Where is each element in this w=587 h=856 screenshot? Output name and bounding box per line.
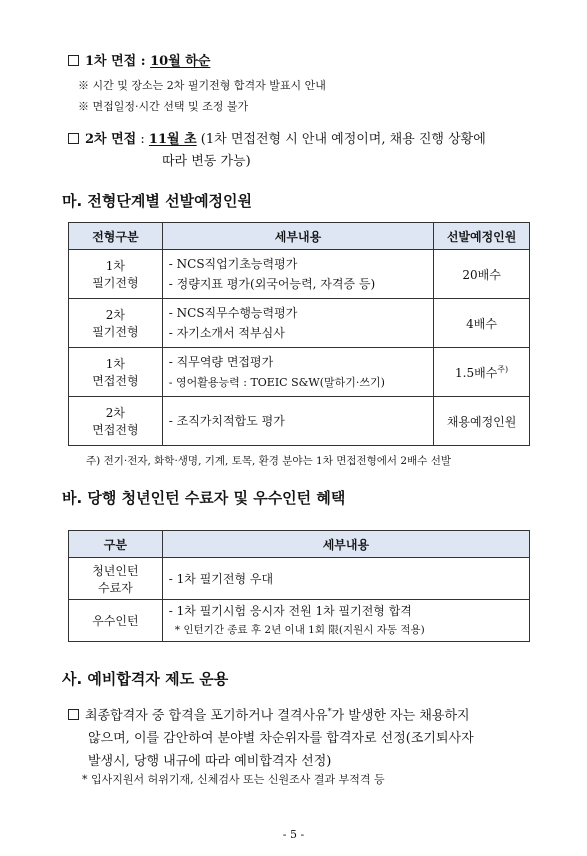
count-cell [434,348,530,397]
stage-label: 2차 [105,406,125,420]
table-row [69,600,530,642]
paragraph-text: 발생시, 당행 내규에 따라 예비합격자 선정) [88,754,332,770]
count-value: 1.5배수 [455,365,498,380]
interview1-line [68,50,210,69]
category-label: 수료자 [98,580,133,595]
section-ma-footnote: 주) 전기·전자, 화학·생명, 기계, 토목, 환경 분야는 1차 면접전형에서 2배수 선발 [86,455,452,467]
detail-cell: - 1차 필기전형 우대 [162,558,529,600]
stage-label: 1차 [105,357,125,371]
detail-note: * 인턴기간 종료 후 2년 이내 1회 限(지원시 자동 적용) [174,624,425,636]
paragraph-text: 가 발생한 자는 채용하지 [331,708,470,724]
interview2-desc-2: 따라 변동 가능) [162,154,251,169]
detail-line: - 정량지표 평가(외국어능력, 자격증 등) [168,277,376,291]
selection-table [68,222,530,446]
table-row [69,250,530,299]
detail-cell [162,600,529,642]
detail-line: - 직무역량 면접평가 [168,354,274,369]
table-header-stage: 전형구분 [69,223,163,250]
detail-line: - NCS직무수행능력평가 [168,306,298,320]
table-header-count: 선발예정인원 [434,223,530,250]
stage-label: 1차 [105,259,125,273]
table-row [69,558,530,600]
stage-cell [69,299,163,348]
page-number: - 5 - [282,828,305,841]
detail-line: - 조직가치적합도 평가 [168,414,285,428]
stage-type: 면접전형 [92,374,139,388]
checkbox-square-icon [68,55,79,66]
stage-cell [69,250,163,299]
detail-line: - 영어활용능력 : TOEIC S&W(말하기·쓰기) [168,375,385,389]
paragraph-text: 최종합격자 중 합격을 포기하거나 결격사유 [85,708,328,724]
stage-type: 필기전형 [92,325,139,339]
paragraph-text: 않으며, 이를 감안하여 분야별 차순위자를 합격자로 선정(조기퇴사자 [88,731,474,747]
stage-cell [69,397,163,446]
footnote-marker: 주) [497,364,509,374]
category-cell [69,558,163,600]
table-row [69,397,530,446]
stage-type: 필기전형 [92,276,139,290]
detail-line: - NCS직업기초능력평가 [168,257,298,271]
category-label: 청년인턴 [92,563,139,578]
stage-type: 면접전형 [92,423,139,437]
interview2-desc-1: (1차 면접전형 시 안내 예정이며, 채용 진행 상황에 [200,132,486,147]
section-sa-title: 사. 예비합격자 제도 운용 [62,670,229,688]
interview1-note-2: ※ 면접일정·시간 선택 및 조정 불가 [78,100,249,113]
section-ma-title: 마. 전형단계별 선발예정인원 [62,192,253,210]
interview1-date: 10월 하순 [150,54,211,69]
footnote-marker: * [327,707,332,716]
detail-cell [162,250,433,299]
detail-cell [162,299,433,348]
section-ba-title: 바. 당행 청년인턴 수료자 및 우수인턴 혜택 [62,489,346,507]
detail-line: - 자기소개서 적부심사 [168,326,285,340]
interview2-date: 11월 초 [148,132,197,147]
interview2-colon: : [140,132,145,147]
interview1-label: 1차 면접 : [85,54,146,69]
section-sa-paragraph [68,700,474,773]
table-row [69,299,530,348]
interview2-line [68,128,486,147]
count-cell: 채용예정인원 [434,397,530,446]
detail-line: - 1차 필기시험 응시자 전원 1차 필기전형 합격 [168,604,412,618]
table-header-detail: 세부내용 [162,531,529,558]
table-row [69,348,530,397]
count-cell: 4배수 [434,299,530,348]
detail-cell [162,348,433,397]
category-cell: 우수인턴 [69,600,163,642]
section-sa-note: * 입사지원서 허위기재, 신체검사 또는 신원조사 결과 부적격 등 [82,773,385,786]
interview2-label: 2차 면접 [85,132,137,147]
stage-cell [69,348,163,397]
table-header-row [69,223,530,250]
checkbox-square-icon [68,133,79,144]
stage-label: 2차 [105,308,125,322]
table-header-category: 구분 [69,531,163,558]
count-cell: 20배수 [434,250,530,299]
checkbox-square-icon [68,709,79,720]
table-header-row [69,531,530,558]
detail-cell [162,397,433,446]
interview1-note-1: ※ 시간 및 장소는 2차 필기전형 합격자 발표시 안내 [78,79,326,92]
intern-benefit-table [68,530,530,642]
table-header-detail: 세부내용 [162,223,433,250]
